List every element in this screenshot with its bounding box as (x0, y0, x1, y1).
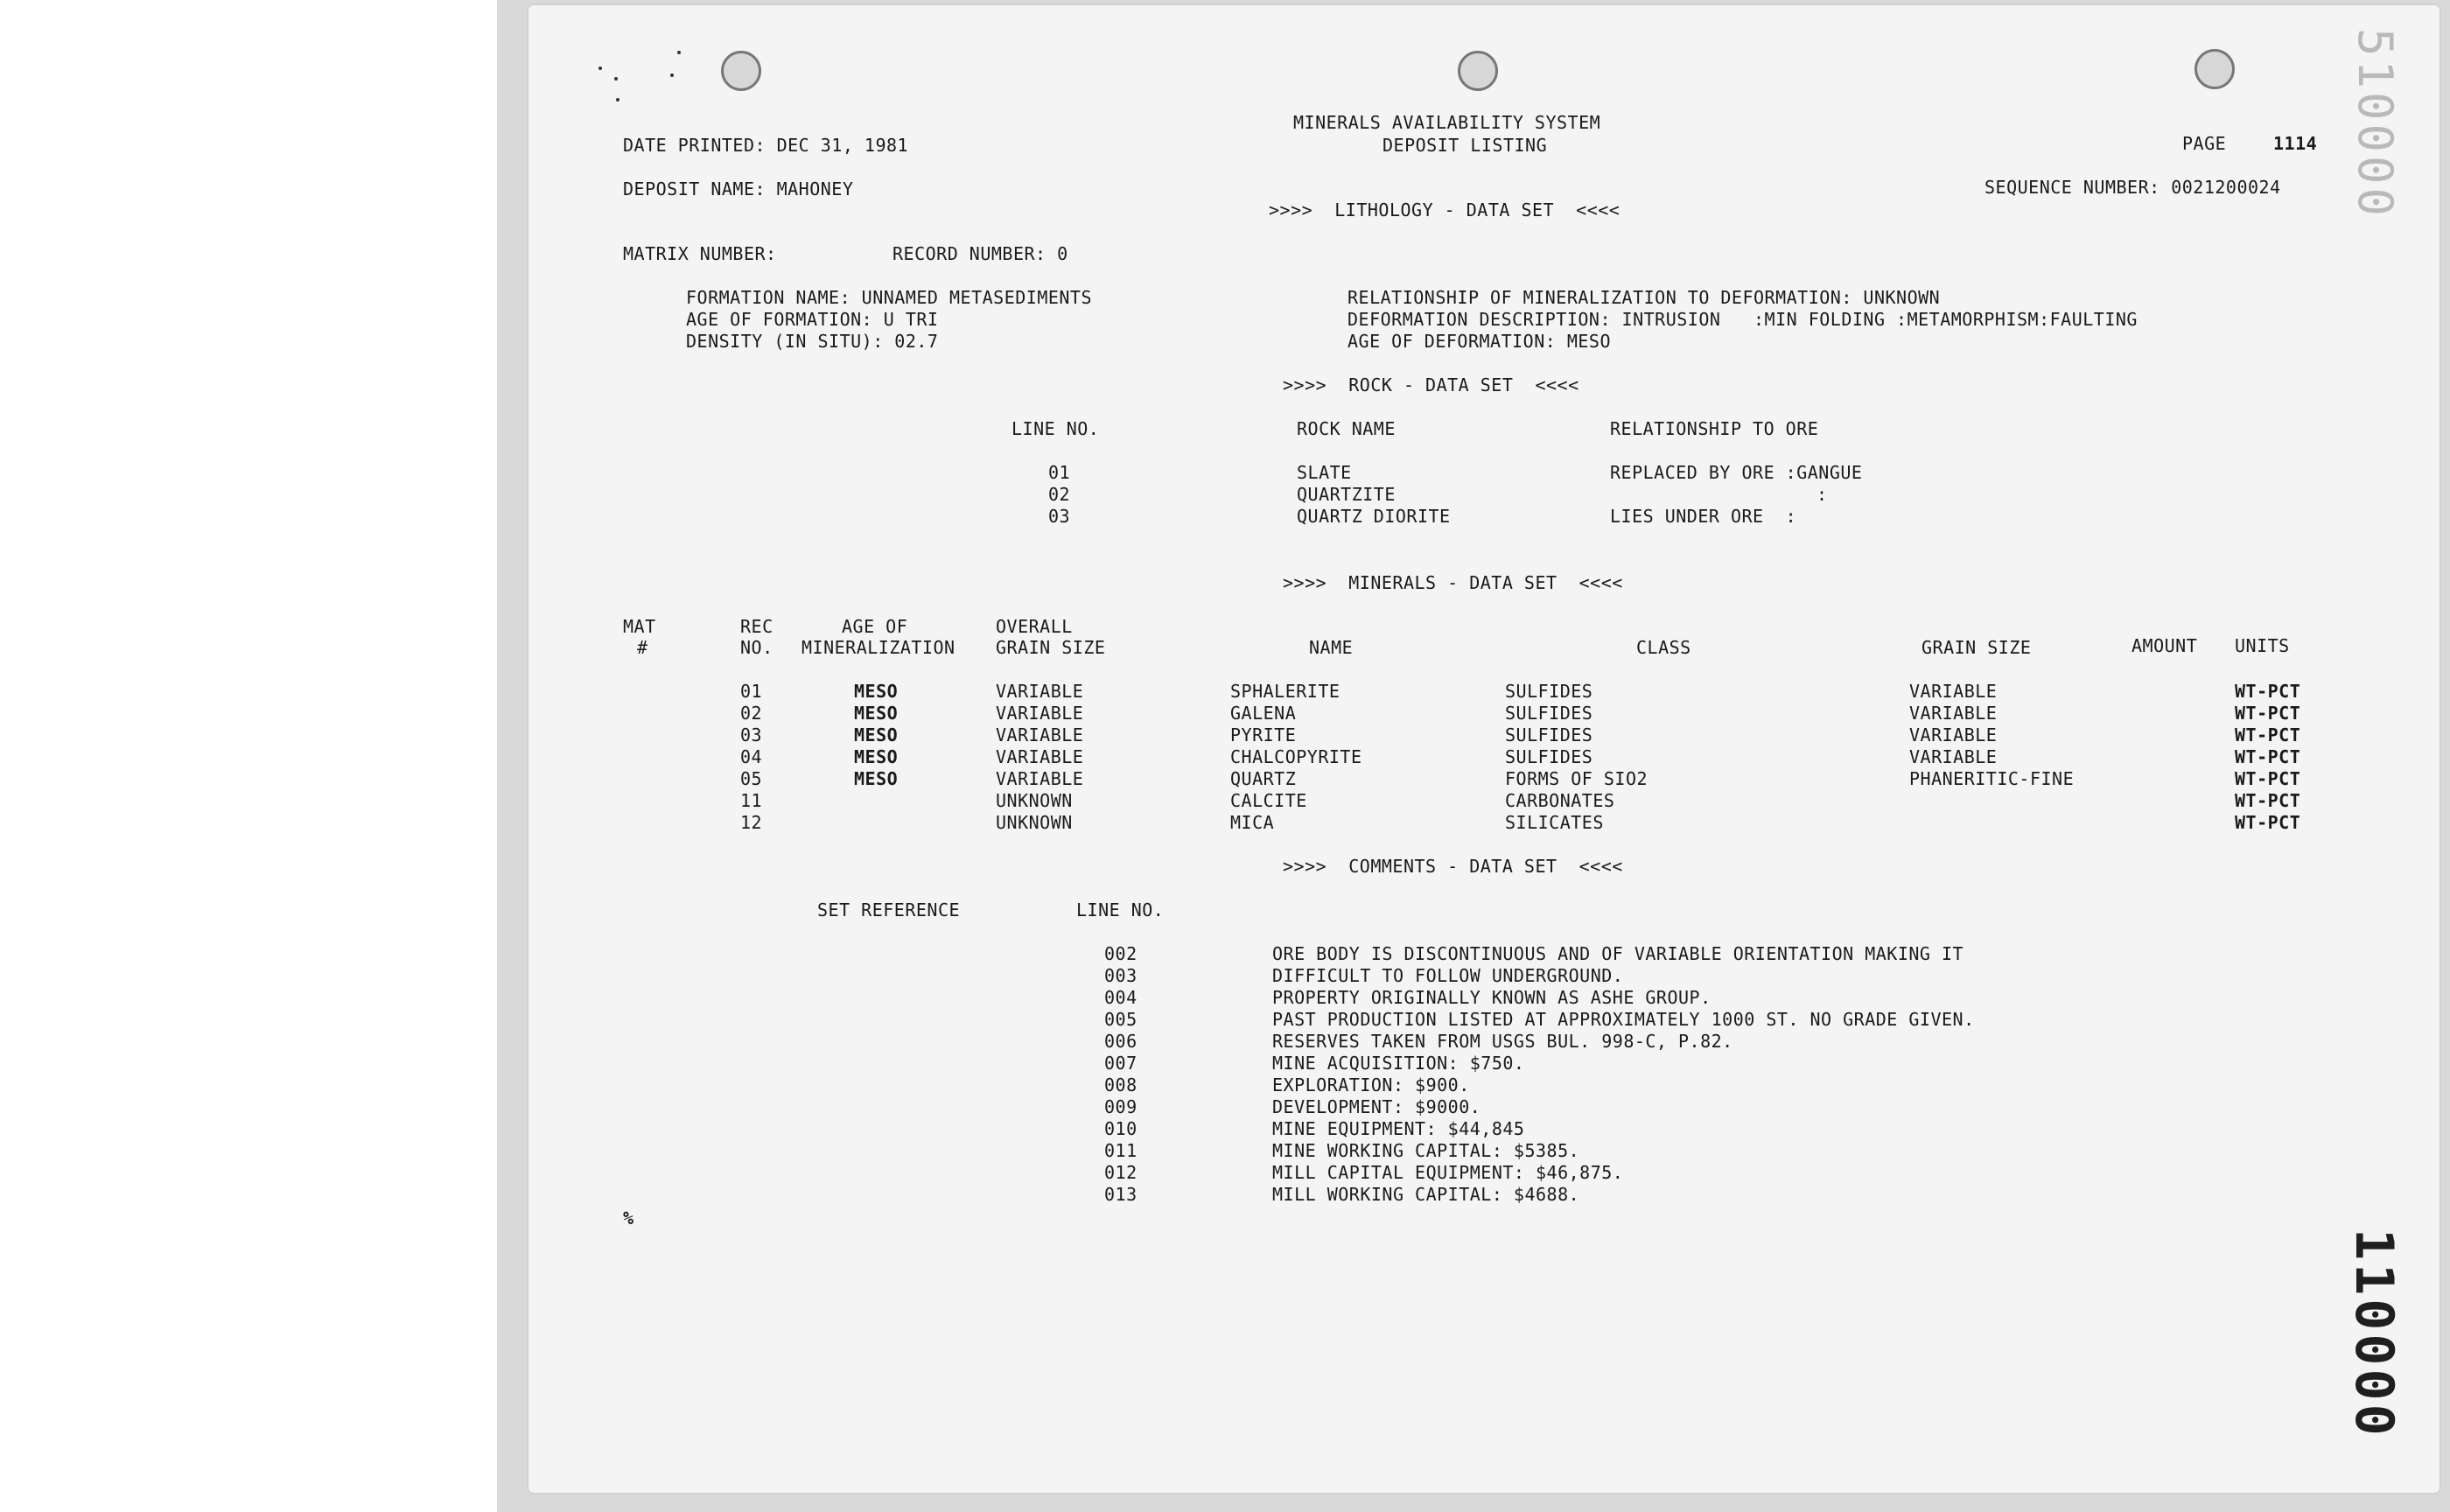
rock-relationship: : (1816, 484, 1828, 505)
mineral-name: QUARTZ (1230, 768, 1297, 789)
rock-header-name: ROCK NAME (1297, 418, 1396, 439)
mineral-units: WT-PCT (2235, 724, 2301, 746)
comment-text: RESERVES TAKEN FROM USGS BUL. 998-C, P.82. (1272, 1031, 1733, 1052)
mineral-age: MESO (854, 724, 899, 746)
comment-text: DEVELOPMENT: $9000. (1272, 1096, 1481, 1117)
comment-line-no: 003 (1104, 965, 1138, 986)
comment-text: ORE BODY IS DISCONTINUOUS AND OF VARIABLE ORIENTATION MAKING IT (1272, 943, 1964, 964)
page-label: PAGE (2182, 133, 2227, 154)
mineral-class: SULFIDES (1505, 703, 1593, 724)
comment-text: MINE WORKING CAPITAL: $5385. (1272, 1140, 1580, 1161)
ink-speck (598, 66, 602, 70)
rock-relationship: LIES UNDER ORE : (1610, 506, 1797, 527)
mineral-rec-no: 05 (740, 768, 763, 789)
binder-hole-right (2194, 49, 2235, 89)
mineral-name: SPHALERITE (1230, 681, 1340, 702)
comment-text: MILL CAPITAL EQUIPMENT: $46,875. (1272, 1162, 1624, 1183)
record-number: RECORD NUMBER: 0 (892, 243, 1068, 264)
rock-header-line-no: LINE NO. (1012, 418, 1100, 439)
deformation-description: DEFORMATION DESCRIPTION: INTRUSION :MIN FOLDING :METAMORPHISM:FAULTING (1348, 309, 2138, 330)
mineral-rec-no: 02 (740, 703, 763, 724)
binder-hole-center (1458, 51, 1498, 91)
age-of-formation: AGE OF FORMATION: U TRI (686, 309, 939, 330)
rock-name: QUARTZITE (1297, 484, 1396, 505)
comment-text: MINE ACQUISITION: $750. (1272, 1053, 1525, 1074)
comment-text: PAST PRODUCTION LISTED AT APPROXIMATELY 1000 ST. NO GRADE GIVEN. (1272, 1009, 1975, 1030)
mineral-grain-size: VARIABLE (1909, 681, 1998, 702)
mineral-units: WT-PCT (2235, 790, 2301, 811)
comment-line-no: 010 (1104, 1118, 1138, 1139)
comment-line-no: 012 (1104, 1162, 1138, 1183)
mineral-overall-grain: VARIABLE (996, 768, 1084, 789)
rock-line-no: 03 (1048, 506, 1071, 527)
mineral-rec-no: 04 (740, 746, 763, 767)
formation-name: FORMATION NAME: UNNAMED METASEDIMENTS (686, 287, 1093, 308)
matrix-number: MATRIX NUMBER: (623, 243, 777, 264)
mineral-rec-no: 11 (740, 790, 763, 811)
comment-text: MILL WORKING CAPITAL: $4688. (1272, 1184, 1580, 1205)
comment-line-no: 004 (1104, 987, 1138, 1008)
mineral-units: WT-PCT (2235, 768, 2301, 789)
mineral-rec-no: 01 (740, 681, 763, 702)
ink-speck (670, 74, 674, 77)
mineral-name: GALENA (1230, 703, 1297, 724)
lithology-section-title: >>>> LITHOLOGY - DATA SET <<<< (1269, 200, 1620, 220)
minerals-header-mineralization: MINERALIZATION (802, 637, 956, 658)
minerals-header-overall-grain: GRAIN SIZE (996, 637, 1106, 658)
minerals-header-rec-no: NO. (740, 637, 774, 658)
minerals-section-title: >>>> MINERALS - DATA SET <<<< (1283, 572, 1623, 593)
comments-header-set-reference: SET REFERENCE (817, 900, 961, 920)
mineral-name: CHALCOPYRITE (1230, 746, 1362, 767)
mineral-grain-size: PHANERITIC-FINE (1909, 768, 2075, 789)
comments-section-title: >>>> COMMENTS - DATA SET <<<< (1283, 856, 1623, 877)
deposit-name: DEPOSIT NAME: MAHONEY (623, 178, 854, 200)
footer-mark: % (623, 1208, 634, 1228)
document-page (528, 5, 2440, 1493)
mineral-overall-grain: VARIABLE (996, 724, 1084, 746)
mineral-name: CALCITE (1230, 790, 1307, 811)
mineral-overall-grain: VARIABLE (996, 746, 1084, 767)
minerals-header-grain-size: GRAIN SIZE (1922, 637, 2032, 658)
sheet-stamp-top: 510000 (2348, 28, 2403, 220)
comments-header-line-no: LINE NO. (1076, 900, 1165, 920)
mineral-rec-no: 12 (740, 812, 763, 833)
mineral-class: SULFIDES (1505, 746, 1593, 767)
age-of-deformation: AGE OF DEFORMATION: MESO (1348, 331, 1611, 352)
mineral-age: MESO (854, 746, 899, 767)
minerals-header-mat: MAT (623, 616, 656, 637)
mineral-name: PYRITE (1230, 724, 1297, 746)
ink-speck (614, 77, 618, 80)
system-title: MINERALS AVAILABILITY SYSTEM (1293, 112, 1601, 133)
comment-line-no: 008 (1104, 1074, 1138, 1096)
mineralization-relationship: RELATIONSHIP OF MINERALIZATION TO DEFORMATION: UNKNOWN (1348, 287, 1941, 308)
mineral-class: SULFIDES (1505, 681, 1593, 702)
mineral-grain-size: VARIABLE (1909, 724, 1998, 746)
comment-line-no: 013 (1104, 1184, 1138, 1205)
comment-line-no: 007 (1104, 1053, 1138, 1074)
rock-line-no: 02 (1048, 484, 1071, 505)
mineral-rec-no: 03 (740, 724, 763, 746)
date-printed: DATE PRINTED: DEC 31, 1981 (623, 135, 909, 156)
mineral-name: MICA (1230, 812, 1275, 833)
density: DENSITY (IN SITU): 02.7 (686, 331, 939, 352)
rock-section-title: >>>> ROCK - DATA SET <<<< (1283, 374, 1579, 396)
mineral-grain-size: VARIABLE (1909, 703, 1998, 724)
mineral-class: CARBONATES (1505, 790, 1615, 811)
mineral-units: WT-PCT (2235, 746, 2301, 767)
minerals-header-units: UNITS (2235, 635, 2290, 656)
mineral-units: WT-PCT (2235, 703, 2301, 724)
mineral-grain-size: VARIABLE (1909, 746, 1998, 767)
mineral-units: WT-PCT (2235, 812, 2301, 833)
ink-speck (616, 98, 620, 102)
minerals-header-amount: AMOUNT (2132, 635, 2198, 656)
minerals-header-age: AGE OF (842, 616, 908, 637)
rock-header-relationship: RELATIONSHIP TO ORE (1610, 418, 1819, 439)
page-number: 1114 (2273, 133, 2318, 154)
mineral-age: MESO (854, 703, 899, 724)
mineral-class: SILICATES (1505, 812, 1604, 833)
mineral-age: MESO (854, 768, 899, 789)
rock-name: SLATE (1297, 462, 1352, 483)
mineral-overall-grain: VARIABLE (996, 703, 1084, 724)
binder-hole-left (721, 51, 761, 91)
comment-text: EXPLORATION: $900. (1272, 1074, 1470, 1096)
ink-speck (677, 51, 681, 54)
comment-text: DIFFICULT TO FOLLOW UNDERGROUND. (1272, 965, 1624, 986)
minerals-header-class: CLASS (1636, 637, 1691, 658)
comment-line-no: 009 (1104, 1096, 1138, 1117)
listing-title: DEPOSIT LISTING (1382, 135, 1548, 156)
mineral-age: MESO (854, 681, 899, 702)
mineral-class: SULFIDES (1505, 724, 1593, 746)
comment-line-no: 005 (1104, 1009, 1138, 1030)
minerals-header-name: NAME (1309, 637, 1354, 658)
minerals-header-mat-hash: # (637, 637, 648, 658)
minerals-header-overall: OVERALL (996, 616, 1073, 637)
comment-text: MINE EQUIPMENT: $44,845 (1272, 1118, 1525, 1139)
rock-name: QUARTZ DIORITE (1297, 506, 1451, 527)
comment-line-no: 002 (1104, 943, 1138, 964)
mineral-overall-grain: UNKNOWN (996, 812, 1073, 833)
rock-relationship: REPLACED BY ORE :GANGUE (1610, 462, 1863, 483)
minerals-header-rec: REC (740, 616, 774, 637)
comment-text: PROPERTY ORIGINALLY KNOWN AS ASHE GROUP. (1272, 987, 1712, 1008)
rock-line-no: 01 (1048, 462, 1071, 483)
sheet-stamp-bottom: 110000 (2343, 1228, 2404, 1439)
mineral-class: FORMS OF SIO2 (1505, 768, 1648, 789)
comment-line-no: 006 (1104, 1031, 1138, 1052)
comment-line-no: 011 (1104, 1140, 1138, 1161)
mineral-overall-grain: UNKNOWN (996, 790, 1073, 811)
mineral-overall-grain: VARIABLE (996, 681, 1084, 702)
sequence-number: SEQUENCE NUMBER: 0021200024 (1984, 177, 2281, 198)
mineral-units: WT-PCT (2235, 681, 2301, 702)
